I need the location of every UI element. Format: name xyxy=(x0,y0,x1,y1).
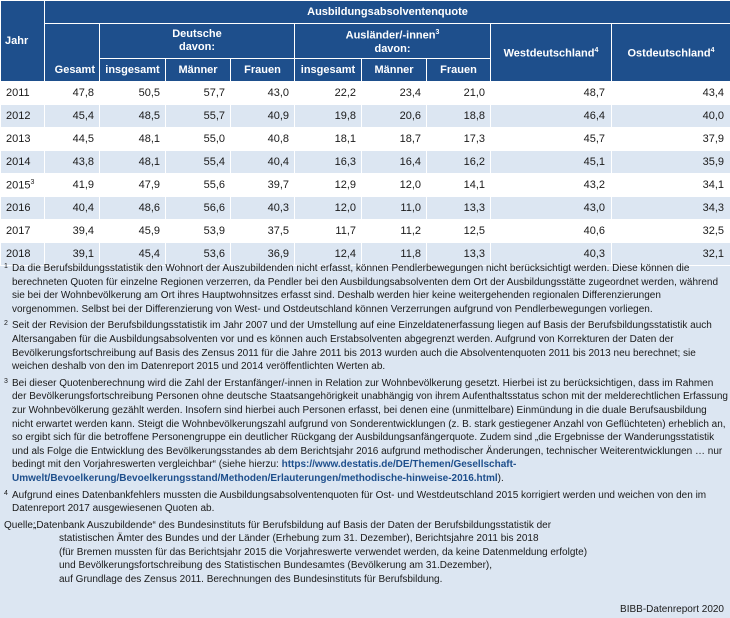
header-deutsche-frauen: Frauen xyxy=(231,59,295,82)
cell-west: 43,2 xyxy=(491,174,612,197)
cell-gesamt: 41,9 xyxy=(45,174,100,197)
cell-west: 45,7 xyxy=(491,128,612,151)
cell-deutsche-insgesamt: 48,1 xyxy=(100,128,166,151)
cell-auslaender-maenner: 20,6 xyxy=(362,105,427,128)
cell-auslaender-insgesamt: 22,2 xyxy=(295,82,362,105)
cell-west: 43,0 xyxy=(491,197,612,220)
cell-auslaender-maenner: 11,2 xyxy=(362,220,427,243)
cell-deutsche-frauen: 40,4 xyxy=(231,151,295,174)
cell-gesamt: 43,8 xyxy=(45,151,100,174)
cell-auslaender-insgesamt: 11,7 xyxy=(295,220,362,243)
cell-year: 2014 xyxy=(1,151,45,174)
table-row xyxy=(1,197,730,220)
table-row xyxy=(1,105,730,128)
cell-deutsche-frauen: 43,0 xyxy=(231,82,295,105)
header-auslaender-frauen: Frauen xyxy=(427,59,491,82)
source-line: und Bevölkerungsfortschreibung des Statistischen Bundesamtes (Bevölkerung am 31.Dezember), xyxy=(59,560,493,572)
source-note xyxy=(0,519,728,587)
cell-ost: 35,9 xyxy=(612,151,730,174)
table-row xyxy=(1,174,730,197)
footnotes xyxy=(0,262,728,587)
cell-ost: 40,0 xyxy=(612,105,730,128)
cell-west: 48,7 xyxy=(491,82,612,105)
cell-year: 2017 xyxy=(1,220,45,243)
cell-deutsche-insgesamt: 45,9 xyxy=(100,220,166,243)
header-auslaender-maenner: Männer xyxy=(362,59,427,82)
cell-year: 2011 xyxy=(1,82,45,105)
cell-deutsche-maenner: 57,7 xyxy=(166,82,231,105)
cell-deutsche-maenner: 53,6 xyxy=(166,243,231,266)
cell-gesamt: 47,8 xyxy=(45,82,100,105)
footnote-4: 4 Aufgrund eines Datenbankfehlers mussten die Ausbildungsabsolventenquoten für Ost- und Westdeutschland 2015 korrigiert werden und weichen von den im Datenreport 2017 ausgewiesenen Quoten ab. xyxy=(4,489,707,515)
cell-west: 45,1 xyxy=(491,151,612,174)
report-credit: BIBB-Datenreport 2020 xyxy=(620,604,724,615)
cell-ost: 32,1 xyxy=(612,243,730,266)
cell-ost: 43,4 xyxy=(612,82,730,105)
cell-year: 2016 xyxy=(1,197,45,220)
cell-auslaender-frauen: 13,3 xyxy=(427,197,491,220)
cell-year: 2018 xyxy=(1,243,45,266)
cell-year: 2013 xyxy=(1,128,45,151)
cell-auslaender-insgesamt: 12,0 xyxy=(295,197,362,220)
table-row xyxy=(1,128,730,151)
footnote-1: 1 Da die Berufsbildungsstatistik den Wohnort der Auszubildenden nicht erfasst, können Pendlerbewegungen nicht berücksichtigt werden. Diese können die berechneten Quoten für einzelne Regionen verzerren, da Pendler bei den Ausbildungsabsolventen dem Ort der Ausbildungsstätte zugeordnet werden, während sie bei der Wohnbevölkerung am Ort ihres Hauptwohnsitzes erfasst sind. Deshalb werden hier keine weitergehenden regionalen Differenzierungen vorgenommen. Selbst bei der Differenzierung von West- und Ostdeutschland können Verzerrungen aufgrund von Pendlerbewegungen vorliegen. xyxy=(4,263,719,315)
header-gesamt: Gesamt xyxy=(45,24,100,82)
cell-auslaender-maenner: 11,0 xyxy=(362,197,427,220)
cell-deutsche-insgesamt: 48,1 xyxy=(100,151,166,174)
header-west: Westdeutschland$^4$ xyxy=(491,24,612,82)
table-body xyxy=(1,82,730,266)
cell-auslaender-maenner: 23,4 xyxy=(362,82,427,105)
cell-auslaender-frauen: 12,5 xyxy=(427,220,491,243)
cell-year: 2015$^3$ xyxy=(1,174,45,197)
cell-deutsche-insgesamt: 45,4 xyxy=(100,243,166,266)
cell-year: 2012 xyxy=(1,105,45,128)
cell-auslaender-insgesamt: 12,9 xyxy=(295,174,362,197)
header-deutsche-insgesamt: insgesamt xyxy=(100,59,166,82)
destatis-link[interactable]: https://www.destatis.de/DE/Themen/Gesellschaft-Umwelt/Bevoelkerung/Bevoelkerungsstand/Methoden/Erlauterungen/methodische-hinweise-2016.html xyxy=(12,459,517,484)
header-year: Jahr xyxy=(1,1,45,82)
header-auslaender-insgesamt: insgesamt xyxy=(295,59,362,82)
cell-auslaender-maenner: 12,0 xyxy=(362,174,427,197)
cell-deutsche-frauen: 40,9 xyxy=(231,105,295,128)
cell-ost: 34,3 xyxy=(612,197,730,220)
cell-deutsche-maenner: 55,6 xyxy=(166,174,231,197)
cell-auslaender-frauen: 21,0 xyxy=(427,82,491,105)
table-row xyxy=(1,151,730,174)
cell-deutsche-maenner: 55,7 xyxy=(166,105,231,128)
cell-deutsche-frauen: 40,3 xyxy=(231,197,295,220)
cell-deutsche-maenner: 53,9 xyxy=(166,220,231,243)
quota-table xyxy=(0,0,730,266)
cell-auslaender-frauen: 14,1 xyxy=(427,174,491,197)
cell-deutsche-maenner: 56,6 xyxy=(166,197,231,220)
cell-auslaender-frauen: 17,3 xyxy=(427,128,491,151)
cell-deutsche-frauen: 40,8 xyxy=(231,128,295,151)
footnote-2: 2 Seit der Revision der Berufsbildungsstatistik im Jahr 2007 und der Umstellung auf eine Einzeldatenerfassung liegen auf Basis der Berufsbildungsstatistik auch Altersangaben für die Ausbildungsabsolventen vor und es können auch Erstabsolventen abgegrenzt werden. Aufgrund von Korrekturen der Daten der Bevölkerungsfortschreibung auf Basis des Zensus 2011 für die Jahre 2011 bis 2013 wurden auch die Absolventenquoten 2011 bis 2013 neu berechnet; sie weichen deshalb von den im Datenreport 2015 und 2014 veröffentlichten Werten ab. xyxy=(4,320,712,373)
cell-ost: 34,1 xyxy=(612,174,730,197)
header-auslaender: Ausländer/-innen$^3$ davon: xyxy=(295,24,491,59)
source-label: Quelle: xyxy=(4,519,36,531)
cell-auslaender-insgesamt: 12,4 xyxy=(295,243,362,266)
cell-gesamt: 45,4 xyxy=(45,105,100,128)
table-row xyxy=(1,220,730,243)
cell-auslaender-maenner: 16,4 xyxy=(362,151,427,174)
cell-auslaender-insgesamt: 18,1 xyxy=(295,128,362,151)
cell-deutsche-insgesamt: 48,6 xyxy=(100,197,166,220)
cell-ost: 37,9 xyxy=(612,128,730,151)
cell-auslaender-frauen: 16,2 xyxy=(427,151,491,174)
cell-gesamt: 44,5 xyxy=(45,128,100,151)
cell-deutsche-maenner: 55,0 xyxy=(166,128,231,151)
cell-deutsche-frauen: 37,5 xyxy=(231,220,295,243)
footnote-3: 3 Bei dieser Quotenberechnung wird die Zahl der Erstanfänger/-innen in Relation zur Wohnbevölkerung gesetzt. Hierbei ist zu berücksichtigen, dass im Rahmen der Bevölkerungsfortschreibung Personen ohne deutsche Staatsangehörigkeit unabhängig von ihrem Aufenthaltsstatus schon mit der melderechtlichen Erfassung zur Wohnbevölkerung gezählt werden. Insofern sind hierbei auch Personen erfasst, bei denen eine (unmittelbare) Einmündung in die duale Berufsausbildung nicht erwartet werden kann. Steigt die Wohnbevölkerungszahl aufgrund von Sonderentwicklungen (z. B. stark gestiegener Anzahl von Geflüchteten) erheblich an, so ergibt sich für die betroffene Personengruppe ein deutlicher Rückgang der Ausbildungsanfängerquote. Zudem sind „die Ergebnisse der Wanderungsstatistik und als Folge die Entwicklung des Bevölkerungsstandes ab dem Berichtsjahr 2016 aufgrund methodischer Änderungen, technischer Weiterentwicklungen … nur bedingt mit den Vorjahreswerten vergleichbar“ (siehe hierzu: https://www.destatis.de/DE/Themen/Gesellschaft-Umwelt/Bevoelkerung/Bevoelkerungsstand/Methoden/Erlauterungen/methodische-hinweise-2016.html). xyxy=(4,377,728,484)
cell-auslaender-insgesamt: 19,8 xyxy=(295,105,362,128)
cell-auslaender-maenner: 18,7 xyxy=(362,128,427,151)
table-row xyxy=(1,82,730,105)
source-line: (für Bremen mussten für das Berichtsjahr 2015 die Vorjahreswerte verwendet werden, da keine Datenmeldung erfolgte) xyxy=(59,546,588,558)
cell-deutsche-frauen: 39,7 xyxy=(231,174,295,197)
cell-deutsche-frauen: 36,9 xyxy=(231,243,295,266)
cell-deutsche-insgesamt: 47,9 xyxy=(100,174,166,197)
cell-deutsche-maenner: 55,4 xyxy=(166,151,231,174)
header-title: Ausbildungsabsolventenquote xyxy=(45,1,730,24)
cell-auslaender-maenner: 11,8 xyxy=(362,243,427,266)
cell-deutsche-insgesamt: 50,5 xyxy=(100,82,166,105)
cell-west: 40,6 xyxy=(491,220,612,243)
cell-west: 46,4 xyxy=(491,105,612,128)
cell-west: 40,3 xyxy=(491,243,612,266)
header-ost: Ostdeutschland$^4$ xyxy=(612,24,730,82)
cell-gesamt: 39,4 xyxy=(45,220,100,243)
source-line: auf Grundlage des Zensus 2011. Berechnungen des Bundesinstituts für Berufsbildung. xyxy=(59,574,443,586)
source-line: „Datenbank Auszubildende“ des Bundesinstituts für Berufsbildung auf Basis der Daten der Berufsbildungsstatistik der xyxy=(33,519,552,531)
header-deutsche-maenner: Männer xyxy=(166,59,231,82)
cell-deutsche-insgesamt: 48,5 xyxy=(100,105,166,128)
cell-auslaender-insgesamt: 16,3 xyxy=(295,151,362,174)
cell-auslaender-frauen: 18,8 xyxy=(427,105,491,128)
cell-ost: 32,5 xyxy=(612,220,730,243)
source-line: statistischen Ämter des Bundes und der Länder (Erhebung zum 31. Dezember), Berichtsjahre 2011 bis 2018 xyxy=(59,533,539,545)
cell-auslaender-frauen: 13,3 xyxy=(427,243,491,266)
cell-gesamt: 40,4 xyxy=(45,197,100,220)
cell-gesamt: 39,1 xyxy=(45,243,100,266)
header-deutsche: Deutsche davon: xyxy=(100,24,295,59)
